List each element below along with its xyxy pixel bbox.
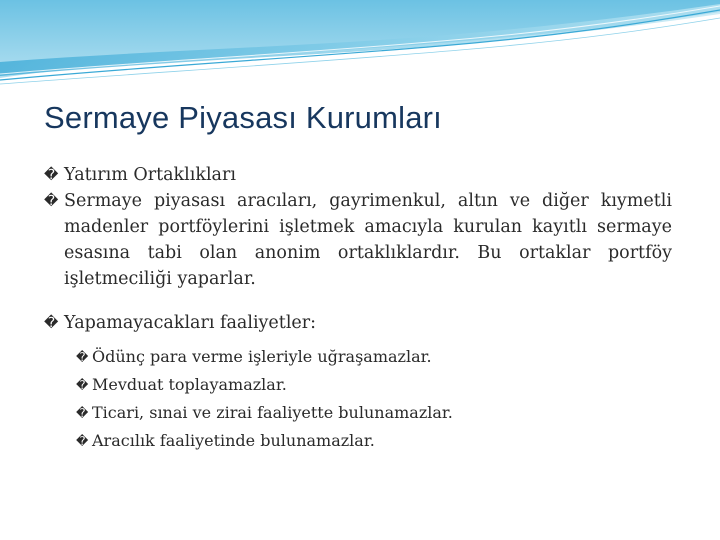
sub-bullet-glyph-icon: � <box>76 350 89 364</box>
sub-bullet-glyph-icon: � <box>76 378 89 392</box>
bullet-text: Yapamayacakları faaliyetler: <box>64 313 317 333</box>
bullet-glyph-icon: � <box>44 315 59 331</box>
sub-bullet-text: Aracılık faaliyetinde bulunamazlar. <box>92 431 375 450</box>
sub-bullet-item <box>44 372 672 398</box>
bullet-glyph-icon: � <box>44 167 59 183</box>
bullet-item <box>44 188 672 292</box>
sub-bullet-item <box>44 344 672 370</box>
sub-bullet-text: Mevduat toplayamazlar. <box>92 375 287 394</box>
header-wave-decoration <box>0 0 720 90</box>
spacer <box>44 292 672 310</box>
sub-bullet-item <box>44 400 672 426</box>
sub-bullet-glyph-icon: � <box>76 434 89 448</box>
slide-title: Sermaye Piyasası Kurumları <box>44 100 442 135</box>
bullet-text: Yatırım Ortaklıkları <box>64 165 236 185</box>
bullet-text: Sermaye piyasası aracıları, gayrimenkul, altın ve diğer kıymetli madenler portföylerini işletmek amacıyla kurulan kayıtlı sermaye esasına tabi olan anonim ortaklıklardır. Bu ortaklar portföy işletmeciliği yaparlar. <box>64 191 672 289</box>
bullet-item <box>44 310 672 336</box>
sub-bullet-text: Ticari, sınai ve zirai faaliyette bulunamazlar. <box>92 403 453 422</box>
sub-bullet-glyph-icon: � <box>76 406 89 420</box>
slide-body <box>44 162 672 454</box>
bullet-item <box>44 162 672 188</box>
sub-bullet-text: Ödünç para verme işleriyle uğraşamazlar. <box>92 347 432 366</box>
sub-bullet-item <box>44 428 672 454</box>
bullet-glyph-icon: � <box>44 193 59 209</box>
